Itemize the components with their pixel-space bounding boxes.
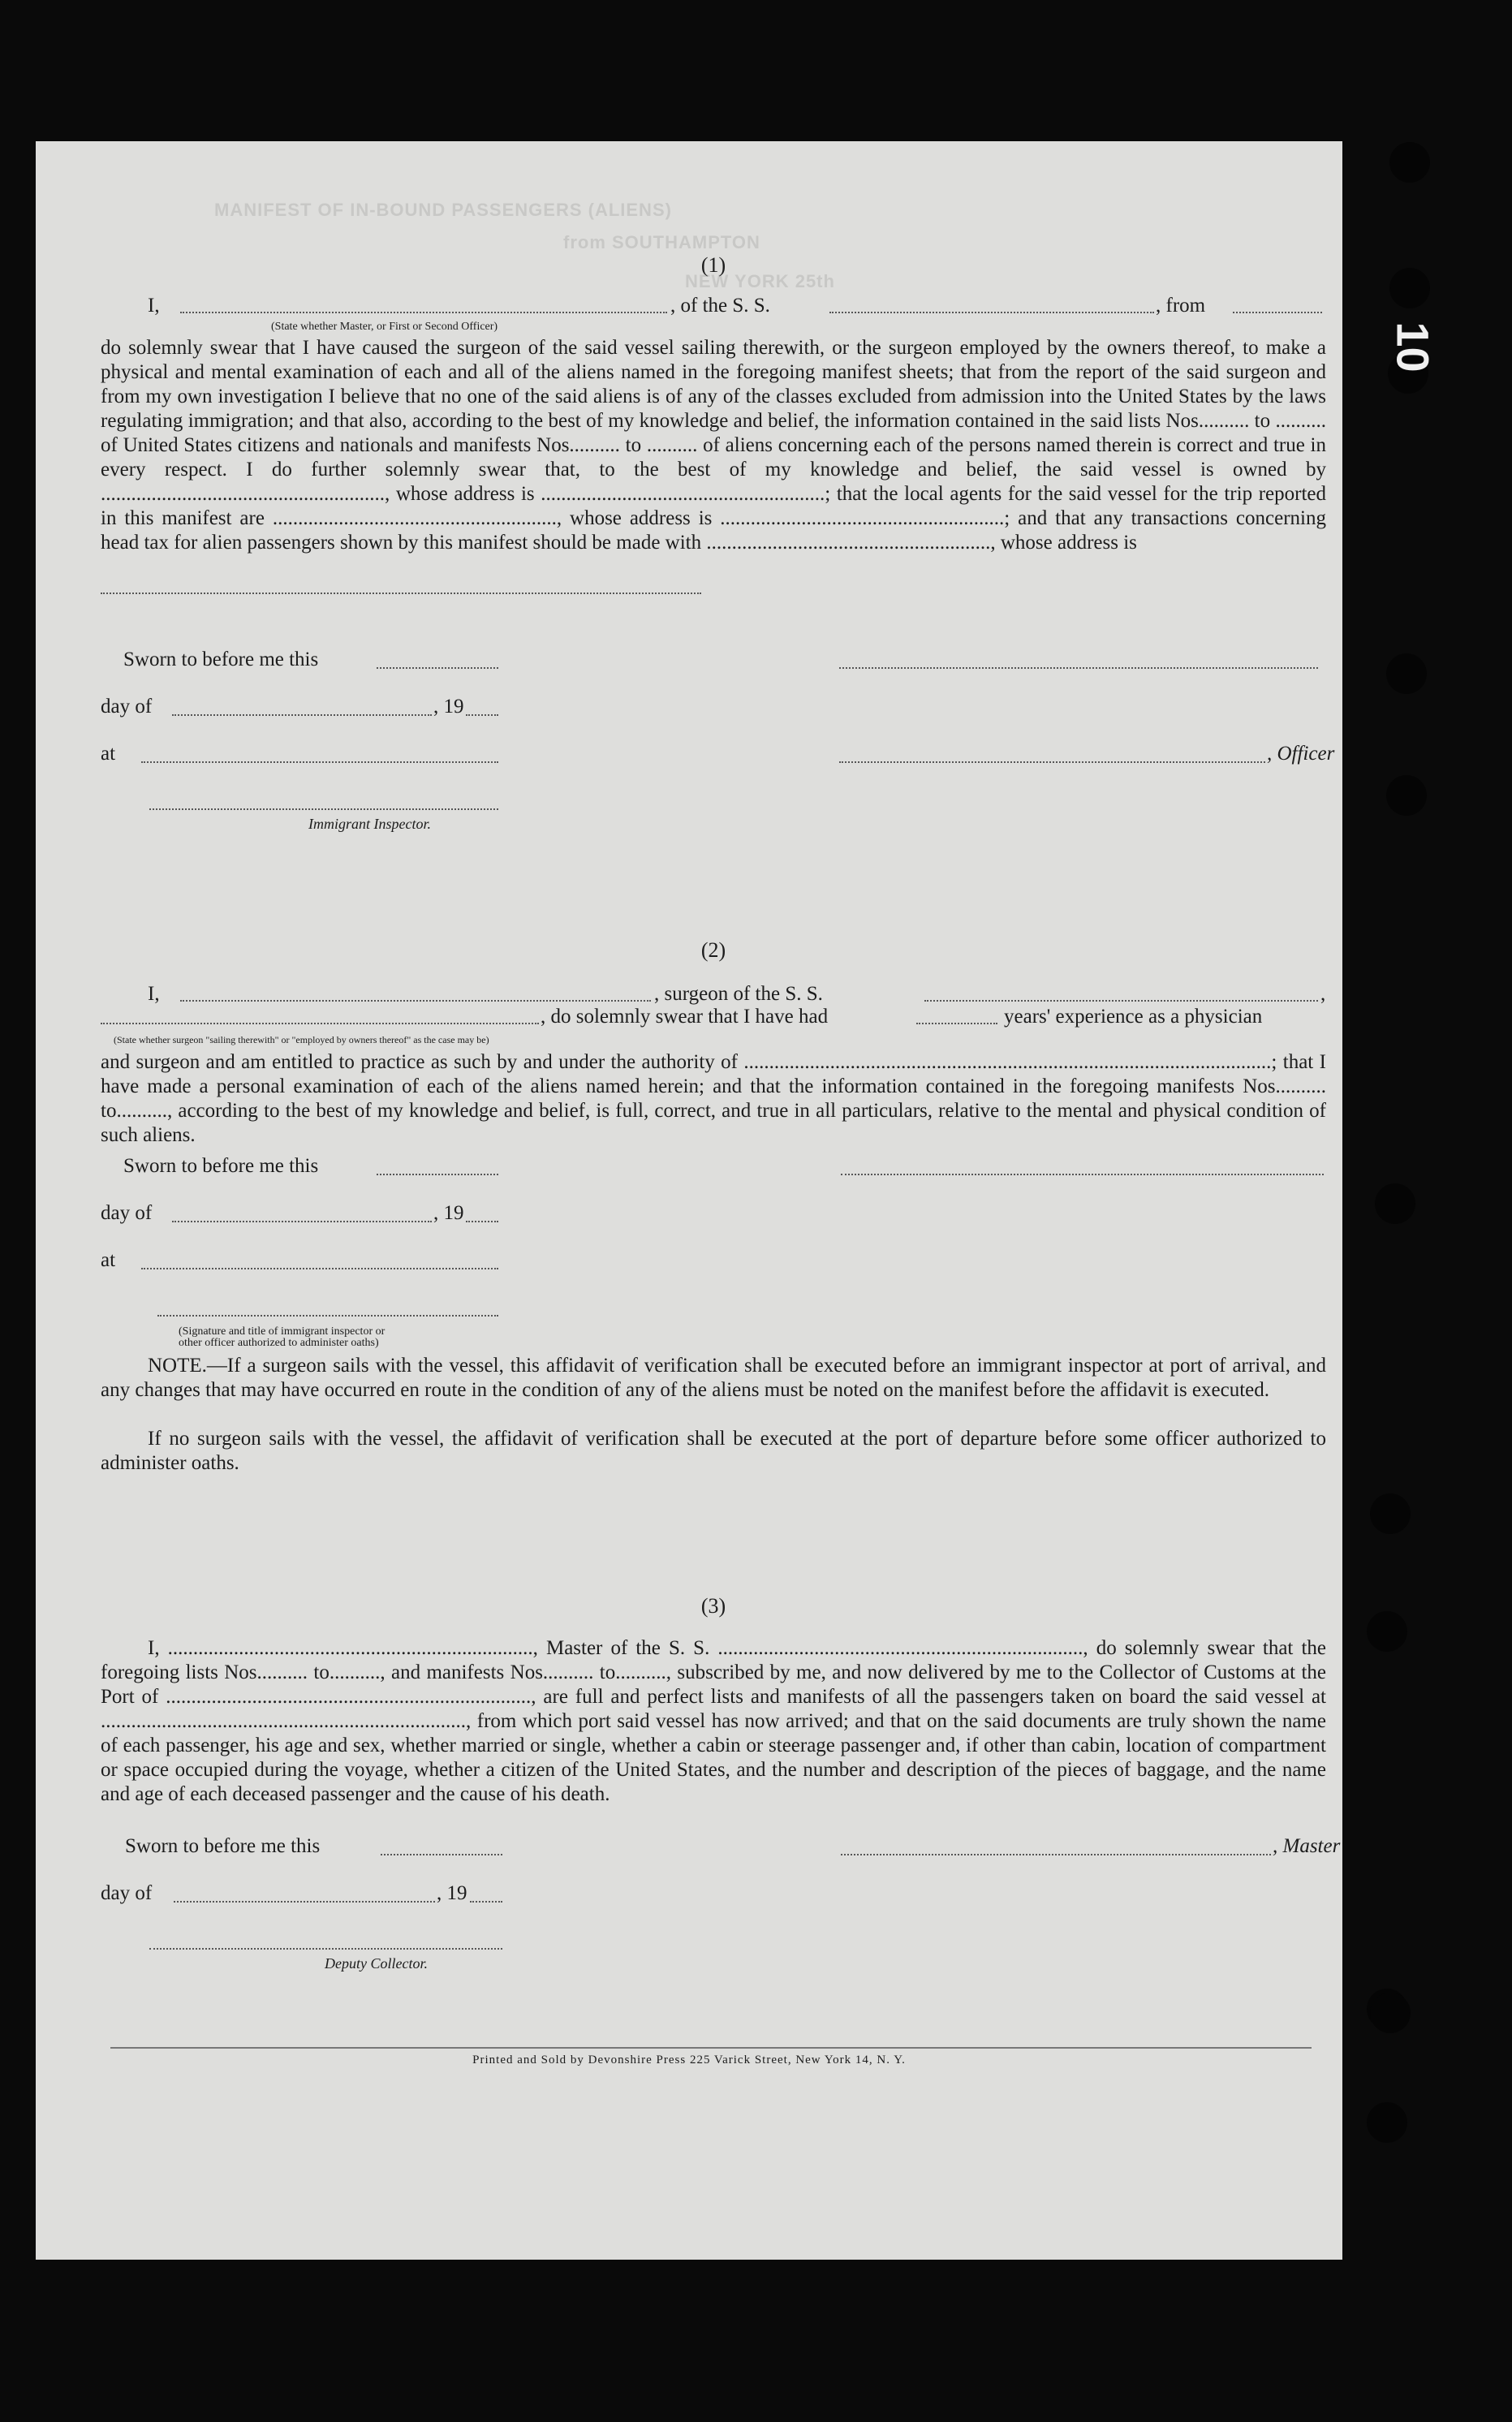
punch-hole — [1386, 775, 1427, 816]
vessel-name-field[interactable] — [924, 1000, 1318, 1002]
master-label: , Master — [1273, 1835, 1341, 1857]
punch-hole — [1370, 1993, 1411, 2033]
swear-label: , do solemnly swear that I have had — [541, 1006, 829, 1028]
of-ss-label: , of the S. S. — [670, 295, 770, 317]
punch-hole — [1367, 2102, 1407, 2143]
day-of-label: day of — [101, 696, 153, 718]
margin-mark: 10 — [1387, 321, 1439, 373]
departure-port-field[interactable] — [1233, 312, 1322, 313]
punch-hole — [1386, 653, 1427, 694]
punch-hole — [1389, 142, 1430, 183]
place-field[interactable] — [141, 761, 498, 763]
surgeon-of-label: , surgeon of the S. S. — [654, 983, 823, 1005]
bleed-through-text: NEW YORK 25th — [685, 271, 835, 291]
year-field[interactable] — [470, 1901, 502, 1903]
sworn-date-field[interactable] — [381, 1854, 502, 1855]
officer-title-field[interactable] — [180, 312, 667, 313]
note-paragraph: If no surgeon sails with the vessel, the affidavit of verification shall be executed at the port of departure before some officer authorized to administer oaths. — [101, 1428, 1326, 1474]
year-label: , 19 — [433, 1202, 464, 1224]
at-label: at — [101, 1249, 116, 1271]
comma-label: , — [1320, 983, 1326, 1005]
officer-name-field[interactable] — [839, 761, 1265, 763]
years-experience-field[interactable] — [916, 1023, 997, 1024]
punch-hole — [1389, 268, 1430, 308]
punch-hole — [1367, 1611, 1407, 1652]
section-number: (2) — [700, 938, 726, 962]
month-field[interactable] — [172, 714, 432, 716]
sworn-label: Sworn to before me this — [123, 649, 319, 670]
year-field[interactable] — [466, 1221, 498, 1222]
years-label: years' experience as a physician — [1004, 1006, 1263, 1028]
deputy-signature-line[interactable] — [149, 1948, 502, 1950]
signature-caption: other officer authorized to administer oaths) — [179, 1337, 379, 1349]
note-paragraph: NOTE.—If a surgeon sails with the vessel, this affidavit of verification shall be executed before an immigrant inspector at port of arrival, and any changes that may have occurred en route in the condition of any of the aliens must be noted on the manifest before the affidavit is executed. — [101, 1355, 1326, 1401]
sworn-date-field[interactable] — [377, 667, 498, 669]
officer-signature-line[interactable] — [839, 667, 1318, 669]
section-number: (1) — [700, 253, 726, 277]
day-of-label: day of — [101, 1202, 153, 1224]
bleed-through-text: from SOUTHAMPTON — [563, 232, 760, 252]
punch-hole — [1375, 1183, 1415, 1224]
pronoun-label: I, — [148, 983, 160, 1005]
sworn-date-field[interactable] — [377, 1174, 498, 1175]
sworn-label: Sworn to before me this — [125, 1835, 321, 1857]
pronoun-label: I, — [148, 295, 160, 317]
month-field[interactable] — [172, 1221, 432, 1222]
signature-caption: (Signature and title of immigrant inspector or — [179, 1325, 386, 1338]
section-number: (3) — [700, 1594, 726, 1618]
master-signature-line[interactable] — [841, 1854, 1271, 1855]
place-field[interactable] — [141, 1268, 498, 1269]
oath-body: I, ........................................................................, Master of the S. S. ........................................................................, do solemnly swear that the foregoing lists Nos.......... to.........., and manifests Nos.......... to.........., subscribed by me, and now delivered by me to the Collector of Customs at the Port of ........................................................................, are full and perfect lists and manifests of all the passengers taken on board the said vessel at ........................................................................, from which port said vessel has now arrived; and that on the said documents are truly shown the name of each passenger, his age and sex, whether married or single, whether a cabin or steerage passenger and, if other than cabin, location of compartment or space occupied during the voyage, whether a citizen of the United States, and the number and description of the pieces of baggage, and the name and age of each deceased passenger and the cause of his death. — [101, 1637, 1326, 1805]
bleed-through-text: MANIFEST OF IN-BOUND PASSENGERS (ALIENS) — [214, 200, 672, 220]
from-label: , from — [1156, 295, 1206, 317]
document-page — [36, 141, 1342, 2260]
footer-rule — [110, 2047, 1312, 2049]
punch-hole — [1370, 1493, 1411, 1534]
month-field[interactable] — [174, 1901, 435, 1903]
officer-signature-line[interactable] — [157, 1315, 498, 1317]
year-label: , 19 — [433, 696, 464, 718]
surgeon-status-field[interactable] — [101, 1023, 539, 1024]
inspector-caption: Immigrant Inspector. — [308, 816, 431, 832]
printer-footer: Printed and Sold by Devonshire Press 225 Varick Street, New York 14, N. Y. — [472, 2054, 906, 2066]
officer-label: , Officer — [1267, 743, 1335, 765]
at-label: at — [101, 743, 116, 765]
year-field[interactable] — [466, 714, 498, 716]
surgeon-name-field[interactable] — [180, 1000, 651, 1002]
vessel-name-field[interactable] — [829, 312, 1154, 313]
address-continuation-field[interactable] — [101, 593, 701, 594]
surgeon-signature-line[interactable] — [841, 1174, 1324, 1175]
affidavit-body: do solemnly swear that I have caused the surgeon of the said vessel sailing therewith, or the surgeon employed by the owners thereof, to make a physical and mental examination of each and all of the aliens named in the foregoing manifest sheets; that from the report of the said surgeon and from my own investigation I believe that no one of the said aliens is of any of the classes excluded from admission into the United States by the laws regulating immigration; and that also, according to the best of my knowledge and belief, the information contained in the said lists Nos.......... to .......... of United States citizens and nationals and manifests Nos.......... to .......... of aliens concerning each of the persons named therein is correct and true in every respect. I do further solemnly swear that, to the best of my knowledge and belief, the said vessel is owned by ........................................................, whose address is ........................................................; that the local agents for the said vessel for the trip reported in this manifest are ........................................................, whose address is ........................................................; and that any transactions concerning head tax for alien passengers shown by this manifest should be made with ........................................................, whose address is — [101, 337, 1326, 554]
affidavit-body: and surgeon and am entitled to practice as such by and under the authority of ........................................................................................................; that I have made a personal examination of each of the aliens named herein; and that the information contained in the foregoing manifests Nos.......... to.........., according to the best of my knowledge and belief, is full, correct, and true in all particulars, relative to the mental and physical condition of such aliens. — [101, 1051, 1326, 1146]
inspector-signature-line[interactable] — [149, 808, 498, 810]
deputy-caption: Deputy Collector. — [325, 1955, 428, 1972]
year-label: , 19 — [437, 1882, 467, 1904]
officer-title-caption: (State whether Master, or First or Second Officer) — [271, 321, 498, 333]
day-of-label: day of — [101, 1882, 153, 1904]
sworn-label: Sworn to before me this — [123, 1155, 319, 1177]
surgeon-status-caption: (State whether surgeon "sailing therewith" or "employed by owners thereof" as the case may be) — [114, 1034, 489, 1045]
